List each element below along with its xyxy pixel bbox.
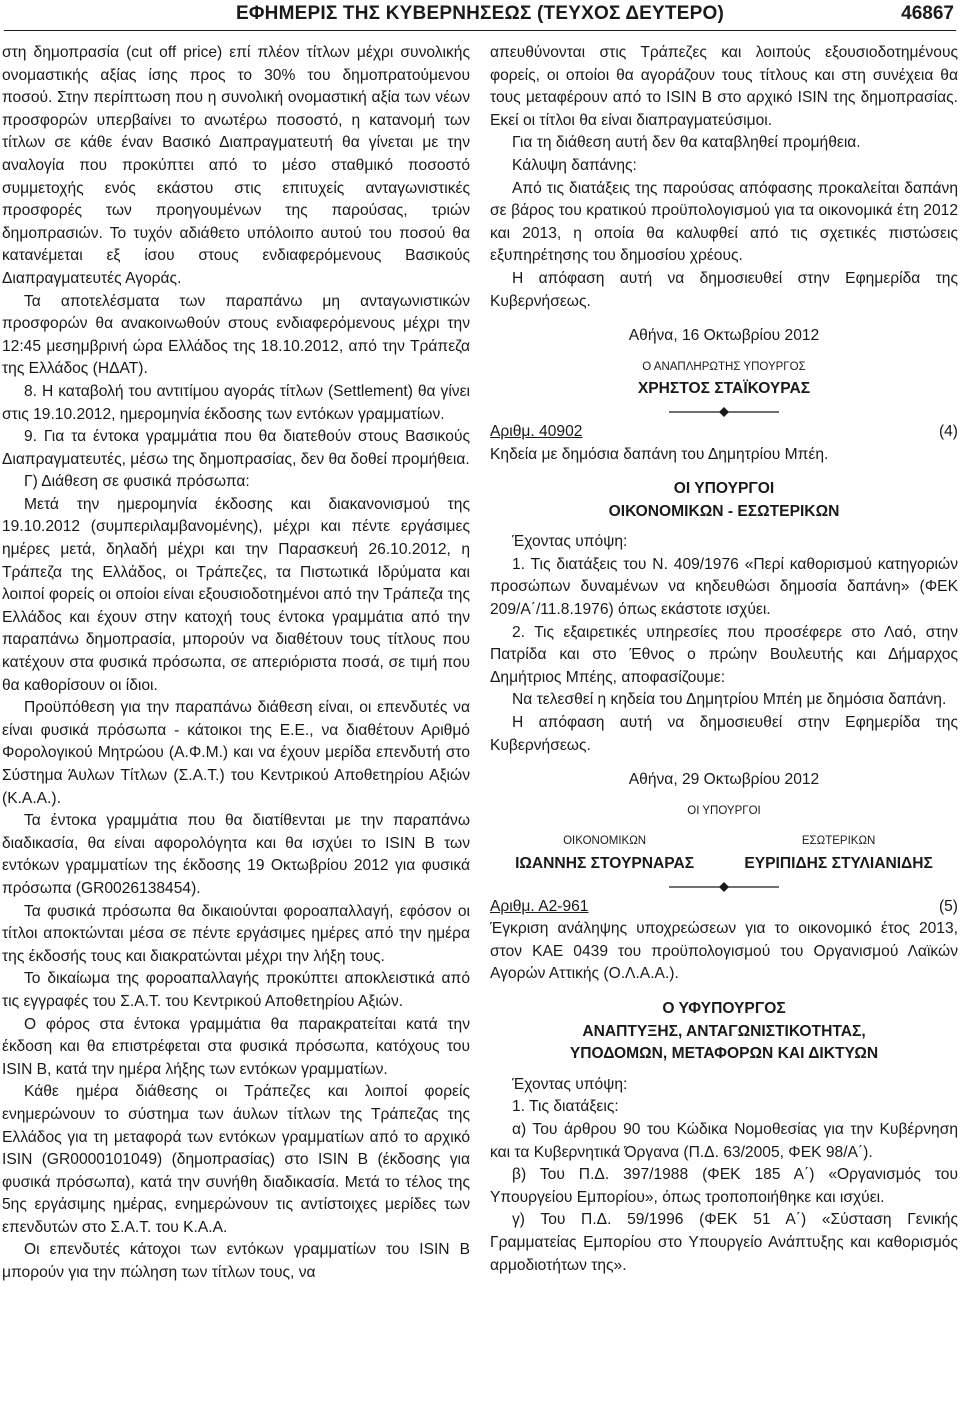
signer-name: ΙΩΑΝΝΗΣ ΣΤΟΥΡΝΑΡΑΣ (515, 855, 695, 872)
section-heading: Κάλυψη δαπάνης: (512, 156, 637, 174)
article-number-row (490, 896, 958, 919)
gazette-title: ΕΦΗΜΕΡΙΣ ΤΗΣ ΚΥΒΕΡΝΗΣΕΩΣ (ΤΕΥΧΟΣ ΔΕΥΤΕΡΟ) (236, 3, 724, 24)
paragraph: Τα έντοκα γραμμάτια που θα διατίθενται με την παραπάνω διαδικασία, θα είναι αφορολόγητα και θα ισχύει το ISIN B των εντόκων γραμματίων της έκδοσης 19 Οκτωβρίου 2012 για φυσικά πρόσωπα (GR0026138454). (2, 812, 470, 897)
left-column (2, 42, 470, 1285)
paragraph: Έχοντας υπόψη: (512, 533, 628, 551)
paragraph: 9. Για τα έντοκα γραμμάτια που θα διατεθούν στους Βασικούς Διαπραγματευτές, μέσω της δημοπρασίας, δεν θα δοθεί προμήθεια. (2, 428, 470, 468)
paragraph: Μετά την ημερομηνία έκδοσης και διακανονισμού της 19.10.2012 (συμπεριλαμβανομένης), μέχρι και πέντε εργάσιμες ημέρες μετά, δηλαδή μέχρι και την Παρασκευή 26.10.2012, η Τράπεζα της Ελλάδος, οι Τράπεζες, τα Πιστωτικά Ιδρύματα και λοιποί φορείς οι οποίοι είναι εξουσιοδοτημένοι από την Τράπεζα της Ελλάδος και έχουν στην κατοχή τους έντοκα γραμμάτια από την παραπάνω δημοπρασία, μπορούν να διαθέτουν τους τίτλους που κατέχουν στα φυσικά πρόσωπα, σε απεριόριστα ποσά, σε τιμή που θα καθορίσουν οι ίδιοι. (2, 495, 470, 694)
paragraph: α) Του άρθρου 90 του Κώδικα Νομοθεσίας για την Κυβέρνηση και τα Κυβερνητικά Όργανα (Π.Δ. 63/2005, ΦΕΚ 98/Α΄). (490, 1120, 958, 1161)
signer-ministry: ΕΣΩΤΕΡΙΚΩΝ (801, 835, 876, 848)
paragraph: Για τη διάθεση αυτή δεν θα καταβληθεί προμήθεια. (512, 134, 861, 152)
article-number: Αριθμ. 40902 (490, 422, 583, 440)
paragraph: Τα φυσικά πρόσωπα θα δικαιούνται φοροαπαλλαγή, εφόσον οι τίτλοι αποκτώνται μέσα σε πέντε εργάσιμες ημέρες από την ημέρα της έκδοσής τους και διακρατώνται μέχρι την λήξη τους. (2, 902, 470, 965)
paragraph: Προϋπόθεση για την παραπάνω διάθεση είναι, οι επενδυτές να είναι φυσικά πρόσωπα - κάτοικοι της Ε.Ε., να διαθέτουν Αριθμό Φορολογικού Μητρώου (Α.Φ.Μ.) και να έχουν μερίδα επενδυτή στο Σύστημα Άυλων Τίτλων (Σ.Α.Τ.) του Κεντρικού Αποθετηρίου Αξιών (Κ.Α.Α.). (2, 699, 470, 807)
paragraph: Η απόφαση αυτή να δημοσιευθεί στην Εφημερίδα της Κυβερνήσεως. (490, 714, 958, 754)
paragraph: γ) Του Π.Δ. 59/1996 (ΦΕΚ 51 Α΄) «Σύσταση Γενικής Γραμματείας Εμπορίου στο Υπουργείο Ανάπτυξης και καθορισμός αρμοδιοτήτων της». (490, 1211, 958, 1274)
article-tag: (4) (938, 422, 958, 440)
signers-title: ΟΙ ΥΠΟΥΡΓΟΙ (687, 804, 761, 817)
paragraph: Το δικαίωμα της φοροαπαλλαγής προκύπτει αποκλειστικά από τις εγγραφές του Σ.Α.Τ. του Κεντρικού Αποθετηρίου Αξιών. (2, 970, 470, 1010)
paragraph: 2. Τις εξαιρετικές υπηρεσίες που προσέφερε στο Λαό, στην Πατρίδα και στο Έθνος ο πρώην Βουλευτής και Δήμαρχος Δημήτριος Μπέης, αποφασίζουμε: (490, 623, 958, 686)
section-heading: Γ) Διάθεση σε φυσικά πρόσωπα: (24, 473, 250, 491)
paragraph: 1. Τις διατάξεις του Ν. 409/1976 «Περί καθορισμού κατηγοριών προσώπων δυναμένων να κηδευθώσι δημοσία δαπάνη» (ΦΕΚ 209/Α΄/11.8.1976) όπως εκάστοτε ισχύει. (490, 555, 958, 619)
diamond-separator-icon (669, 882, 779, 892)
paragraph: 1. Τις διατάξεις: (512, 1098, 619, 1116)
paragraph: Κάθε ημέρα διάθεσης οι Τράπεζες και λοιποί φορείς ενημερώνουν το σύστημα των άυλων τίτλων της Τράπεζας της Ελλάδος για τη μεταφορά των εντόκων γραμματίων από το αρχικό ISIN (GR0000101049) (δημοπρασίας) στο ISIN B (έκδοσης για φυσικά πρόσωπα), κατά την συνήθη διαδικασία. Μετά το τέλος της 5ης εργάσιμης ημέρας, ενημερώνουν τις αντίστοιχες μερίδες των επενδυτών στο Σ.Α.Τ. του Κ.Α.Α. (2, 1083, 470, 1236)
signature-block (515, 830, 694, 875)
signer-ministry: ΟΙΚΟΝΟΜΙΚΩΝ (563, 835, 647, 848)
right-column (490, 42, 958, 1277)
paragraph: Οι επενδυτές κάτοχοι των εντόκων γραμματίων του ISIN B μπορούν για την πώληση των τίτλων τους, να (2, 1241, 470, 1282)
ministry-heading: ΑΝΑΠΤΥΞΗΣ, ΑΝΤΑΓΩΝΙΣΤΙΚΟΤΗΤΑΣ, (582, 1022, 866, 1040)
paragraph: Ο φόρος στα έντοκα γραμμάτια θα παρακρατείται κατά την έκδοση και θα επιστρέφεται στα φυσικά πρόσωπα, κατόχους του ISIN B, κατά την ημέρα λήξης των εντόκων γραμματίων. (2, 1015, 470, 1078)
paragraph: Η απόφαση αυτή να δημοσιευθεί στην Εφημερίδα της Κυβερνήσεως. (490, 269, 958, 310)
article-subject: Έγκριση ανάληψης υποχρεώσεων για το οικονομικό έτος 2013, στον ΚΑΕ 0439 του προϋπολογισμού του Οργανισμού Λαϊκών Αγορών Αττικής (Ο.Λ.Α.Α.). (490, 920, 958, 983)
paragraph: Από τις διατάξεις της παρούσας απόφασης προκαλείται δαπάνη σε βάρος του κρατικού προϋπολογισμού για τα οικονομικά έτη 2012 και 2013, η οποία θα καλυφθεί από τις σχετικές πιστώσεις εξυπηρέτησης του δημοσίου χρέους. (490, 179, 958, 265)
ministry-heading: Ο ΥΦΥΠΟΥΡΓΟΣ (662, 999, 786, 1017)
page-header (0, 0, 960, 34)
paragraph: Τα αποτελέσματα των παραπάνω μη ανταγωνιστικών προσφορών θα ανακοινωθούν στους ενδιαφερόμενους μέχρι την 12:45 μεσημβρινή ώρα Ελλάδος της 18.10.2012, από την Τράπεζα της Ελλάδος (ΗΔΑΤ). (2, 292, 470, 378)
article-number: Αριθμ. Α2-961 (490, 897, 589, 915)
signer-title: Ο ΑΝΑΠΛΗΡΩΤΗΣ ΥΠΟΥΡΓΟΣ (642, 360, 806, 373)
ministry-heading: ΟΙ ΥΠΟΥΡΓΟΙ (673, 480, 775, 498)
ministry-heading: ΟΙΚΟΝΟΜΙΚΩΝ - ΕΣΩΤΕΡΙΚΩΝ (608, 502, 840, 520)
signer-name: ΧΡΗΣΤΟΣ ΣΤΑΪΚΟΥΡΑΣ (637, 380, 811, 398)
paragraph: στη δημοπρασία (cut off price) επί πλέον τίτλων μέχρι συνολικής ονομαστικής αξίας ίσης προς το 30% του δημοπρατούμενου ποσού. Στην περίπτωση που η συνολική ονομαστική αξία των νέων προσφορών υπερβαίνει το ανωτέρω ποσοστό, η κατανομή των τίτλων σε κάθε έναν Βασικό Διαπραγματευτή θα γίνεται με την αναλογία που προκύπτει από το μέσο σταθμικό ποσοστό συμμετοχής ενός εκάστου στις επιτυχείς ανταγωνιστικές προσφορές των προηγουμένων της παρούσας, τριών δημοπρασιών. Το τυχόν αδιάθετο υπόλοιπο αυτού του ποσού θα κατανέμεται εξ ίσου στους ενδιαφερόμενους Βασικούς Διαπραγματευτές Αγοράς. (2, 44, 470, 287)
article-subject: Κηδεία με δημόσια δαπάνη του Δημητρίου Μπέη. (490, 445, 829, 463)
ministry-heading: ΥΠΟΔΟΜΩΝ, ΜΕΤΑΦΟΡΩΝ ΚΑΙ ΔΙΚΤΥΩΝ (569, 1045, 879, 1063)
signature-block (744, 830, 933, 875)
paragraph: 8. Η καταβολή του αντιτίμου αγοράς τίτλων (Settlement) θα γίνει στις 19.10.2012, ημερομηνία έκδοσης των εντόκων γραμματίων. (2, 382, 470, 423)
article-number-row (490, 421, 958, 444)
signature-date: Αθήνα, 16 Οκτωβρίου 2012 (628, 327, 820, 345)
signature-date: Αθήνα, 29 Οκτωβρίου 2012 (628, 771, 820, 789)
paragraph: Να τελεσθεί η κηδεία του Δημητρίου Μπέη με δημόσια δαπάνη. (512, 691, 947, 709)
diamond-separator-icon (669, 407, 779, 417)
signatures-row (490, 830, 958, 875)
header-rule (4, 30, 956, 31)
paragraph: απευθύνονται στις Τράπεζες και λοιπούς εξουσιοδοτημένους φορείς, οι οποίοι θα αγοράζουν τους τίτλους και στη συνέχεια θα τους μεταφέρουν από το ISIN B στο αρχικό ISIN της δημοπρασίας. Εκεί οι τίτλοι θα είναι διαπραγματεύσιμοι. (490, 44, 958, 129)
paragraph: β) Του Π.Δ. 397/1988 (ΦΕΚ 185 Α΄) «Οργανισμός του Υπουργείου Εμπορίου», όπως τροποποιήθηκε και ισχύει. (490, 1166, 958, 1206)
paragraph: Έχοντας υπόψη: (512, 1075, 628, 1093)
signer-name: ΕΥΡΙΠΙΔΗΣ ΣΤΥΛΙΑΝΙΔΗΣ (744, 855, 933, 872)
page-number: 46867 (901, 3, 954, 24)
article-tag: (5) (938, 897, 958, 915)
